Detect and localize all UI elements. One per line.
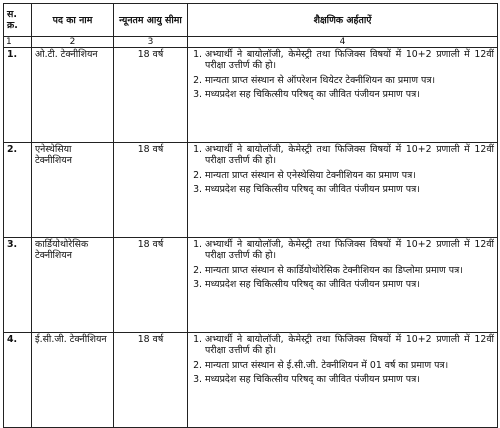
table-header: [4, 4, 498, 48]
min-age: 18 वर्ष: [114, 143, 188, 238]
header-qualification: शैक्षणिक अर्हताऐं: [188, 4, 498, 37]
requirement-list: [191, 239, 494, 291]
requirement-list: [191, 144, 494, 196]
qualification-cell: [188, 143, 498, 238]
post-name: एनेस्थेसिया टेक्नीशियन: [32, 143, 114, 238]
requirement-item: 1. अभ्यार्थी ने बायोलॉजी, केमेस्ट्री तथा फिजिक्स विषयों में 10+2 प्रणाली में 12वीं परीक्षा उत्तीर्ण की हो।: [205, 334, 494, 357]
qualification-cell: [188, 333, 498, 428]
post-name: ई.सी.जी. टेक्नीशियन: [32, 333, 114, 428]
eligibility-table: [3, 3, 498, 428]
serial-number: 4.: [4, 333, 32, 428]
requirement-item: 3. मध्यप्रदेश सह चिकित्सीय परिषद् का जीवित पंजीयन प्रमाण पत्र।: [205, 184, 494, 195]
min-age: 18 वर्ष: [114, 333, 188, 428]
column-number: 4: [188, 37, 498, 48]
requirement-item: 2. मान्यता प्राप्त संस्थान से एनेस्थेसिया टेक्नीशियन का प्रमाण पत्र।: [205, 170, 494, 181]
column-number: 1: [4, 37, 32, 48]
requirement-item: 3. मध्यप्रदेश सह चिकित्सीय परिषद् का जीवित पंजीयन प्रमाण पत्र।: [205, 279, 494, 290]
requirement-list: [191, 49, 494, 101]
requirement-item: 3. मध्यप्रदेश सह चिकित्सीय परिषद् का जीवित पंजीयन प्रमाण पत्र।: [205, 89, 494, 100]
qualification-cell: [188, 48, 498, 143]
table-row: [4, 48, 498, 143]
serial-number: 3.: [4, 238, 32, 333]
requirement-list: [191, 334, 494, 386]
requirement-item: 2. मान्यता प्राप्त संस्थान से ऑपरेशन थियेटर टेक्नीशियन का प्रमाण पत्र।: [205, 75, 494, 86]
table-row: [4, 143, 498, 238]
column-number: 2: [32, 37, 114, 48]
qualification-cell: [188, 238, 498, 333]
post-name: ओ.टी. टेक्नीशियन: [32, 48, 114, 143]
column-number: 3: [114, 37, 188, 48]
min-age: 18 वर्ष: [114, 48, 188, 143]
table-row: [4, 238, 498, 333]
header-age: न्यूनतम आयु सीमा: [114, 4, 188, 37]
requirement-item: 2. मान्यता प्राप्त संस्थान से ई.सी.जी. टेक्नीशियन में 01 वर्ष का प्रमाण पत्र।: [205, 360, 494, 371]
requirement-item: 1. अभ्यार्थी ने बायोलॉजी, केमेस्ट्री तथा फिजिक्स विषयों में 10+2 प्रणाली में 12वीं परीक्षा उत्तीर्ण की हो।: [205, 49, 494, 72]
header-serial: स. क्र.: [4, 4, 32, 37]
column-number-row: [4, 37, 498, 48]
min-age: 18 वर्ष: [114, 238, 188, 333]
header-post: पद का नाम: [32, 4, 114, 37]
serial-number: 2.: [4, 143, 32, 238]
requirement-item: 3. मध्यप्रदेश सह चिकित्सीय परिषद् का जीवित पंजीयन प्रमाण पत्र।: [205, 374, 494, 385]
requirement-item: 1. अभ्यार्थी ने बायोलॉजी, केमेस्ट्री तथा फिजिक्स विषयों में 10+2 प्रणाली में 12वीं परीक्षा उत्तीर्ण की हो।: [205, 144, 494, 167]
requirement-item: 1. अभ्यार्थी ने बायोलॉजी, केमेस्ट्री तथा फिजिक्स विषयों में 10+2 प्रणाली में 12वीं परीक्षा उत्तीर्ण की हो।: [205, 239, 494, 262]
post-name: कार्डियोथोरेसिक टेक्नीशियन: [32, 238, 114, 333]
requirement-item: 2. मान्यता प्राप्त संस्थान से कार्डियोथोरेसिक टेक्नीशियन का डिप्लोमा प्रमाण पत्र।: [205, 265, 494, 276]
table-row: [4, 333, 498, 428]
serial-number: 1.: [4, 48, 32, 143]
